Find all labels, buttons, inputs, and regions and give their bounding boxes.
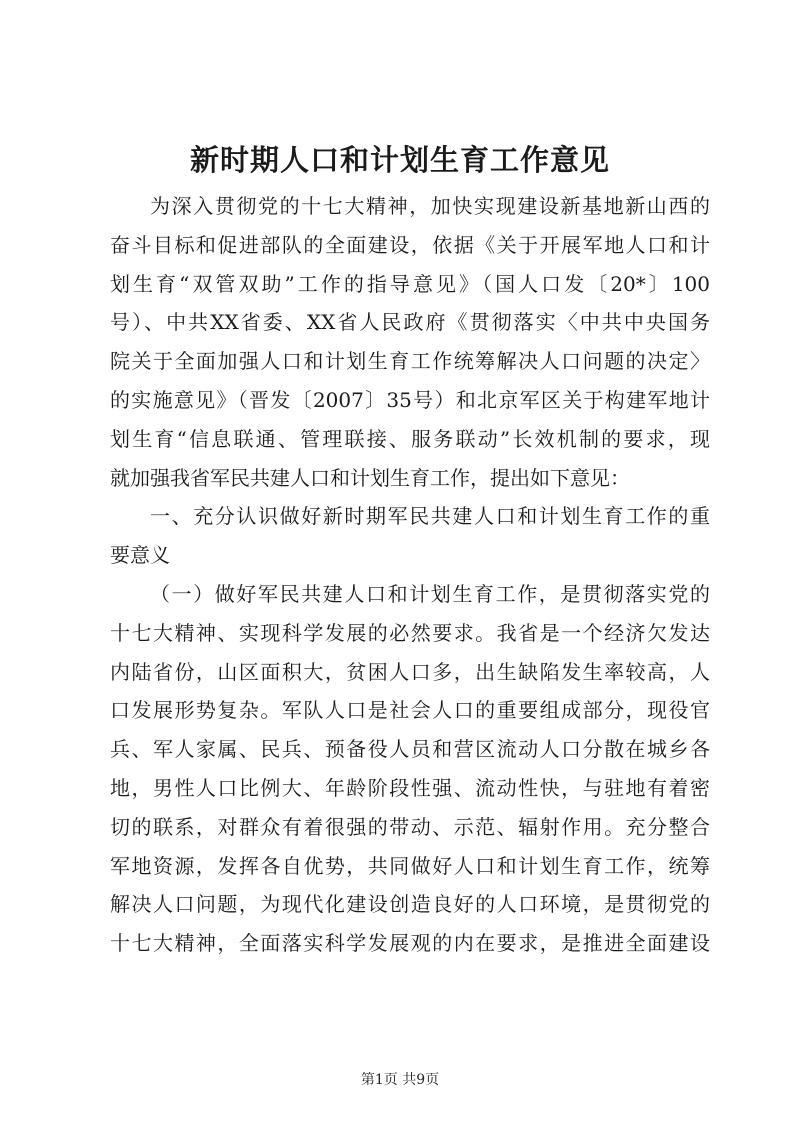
paragraph-line: （一）做好军民共建人口和计划生育工作，是贯彻落实党的	[150, 581, 710, 606]
paragraph-line: 切的联系，对群众有着很强的带动、示范、辐射作用。充分整合	[110, 814, 710, 839]
page-footer: 第1页 共9页	[360, 1072, 440, 1088]
paragraph-line: 划生育“双管双助”工作的指导意见》（国人口发〔20*〕100	[110, 271, 710, 296]
paragraph-line: 十七大精神、实现科学发展的必然要求。我省是一个经济欠发达	[110, 620, 710, 645]
paragraph-line: 军地资源，发挥各自优势，共同做好人口和计划生育工作，统筹	[110, 853, 710, 878]
page-title: 新时期人口和计划生育工作意见	[189, 143, 610, 177]
section-heading-line: 要意义	[110, 543, 170, 568]
document-body	[110, 187, 710, 963]
section-heading-line: 一、充分认识做好新时期军民共建人口和计划生育工作的重	[150, 504, 710, 529]
paragraph-line: 地，男性人口比例大、年龄阶段性强、流动性快，与驻地有着密	[110, 775, 710, 800]
paragraph-line: 为深入贯彻党的十七大精神，加快实现建设新基地新山西的	[150, 194, 710, 218]
paragraph-line: 兵、军人家属、民兵、预备役人员和营区流动人口分散在城乡各	[110, 737, 710, 762]
paragraph-line: 就加强我省军民共建人口和计划生育工作，提出如下意见：	[110, 465, 630, 490]
paragraph-line: 解决人口问题，为现代化建设创造良好的人口环境，是贯彻党的	[110, 892, 710, 917]
paragraph-line: 口发展形势复杂。军队人口是社会人口的重要组成部分，现役官	[110, 698, 710, 723]
paragraph-line: 内陆省份，山区面积大，贫困人口多，出生缺陷发生率较高，人	[110, 659, 710, 684]
paragraph-line: 号）、中共XX省委、XX省人民政府《贯彻落实〈中共中央国务	[110, 310, 710, 335]
paragraph-line: 十七大精神，全面落实科学发展观的内在要求，是推进全面建设	[110, 931, 710, 956]
paragraph-line: 奋斗目标和促进部队的全面建设，依据《关于开展军地人口和计	[110, 232, 710, 257]
paragraph-line: 的实施意见》（晋发〔2007〕35号）和北京军区关于构建军地计	[110, 387, 710, 412]
paragraph-line: 院关于全面加强人口和计划生育工作统筹解决人口问题的决定〉	[110, 349, 710, 374]
paragraph-line: 划生育“信息联通、管理联接、服务联动”长效机制的要求，现	[110, 426, 710, 451]
